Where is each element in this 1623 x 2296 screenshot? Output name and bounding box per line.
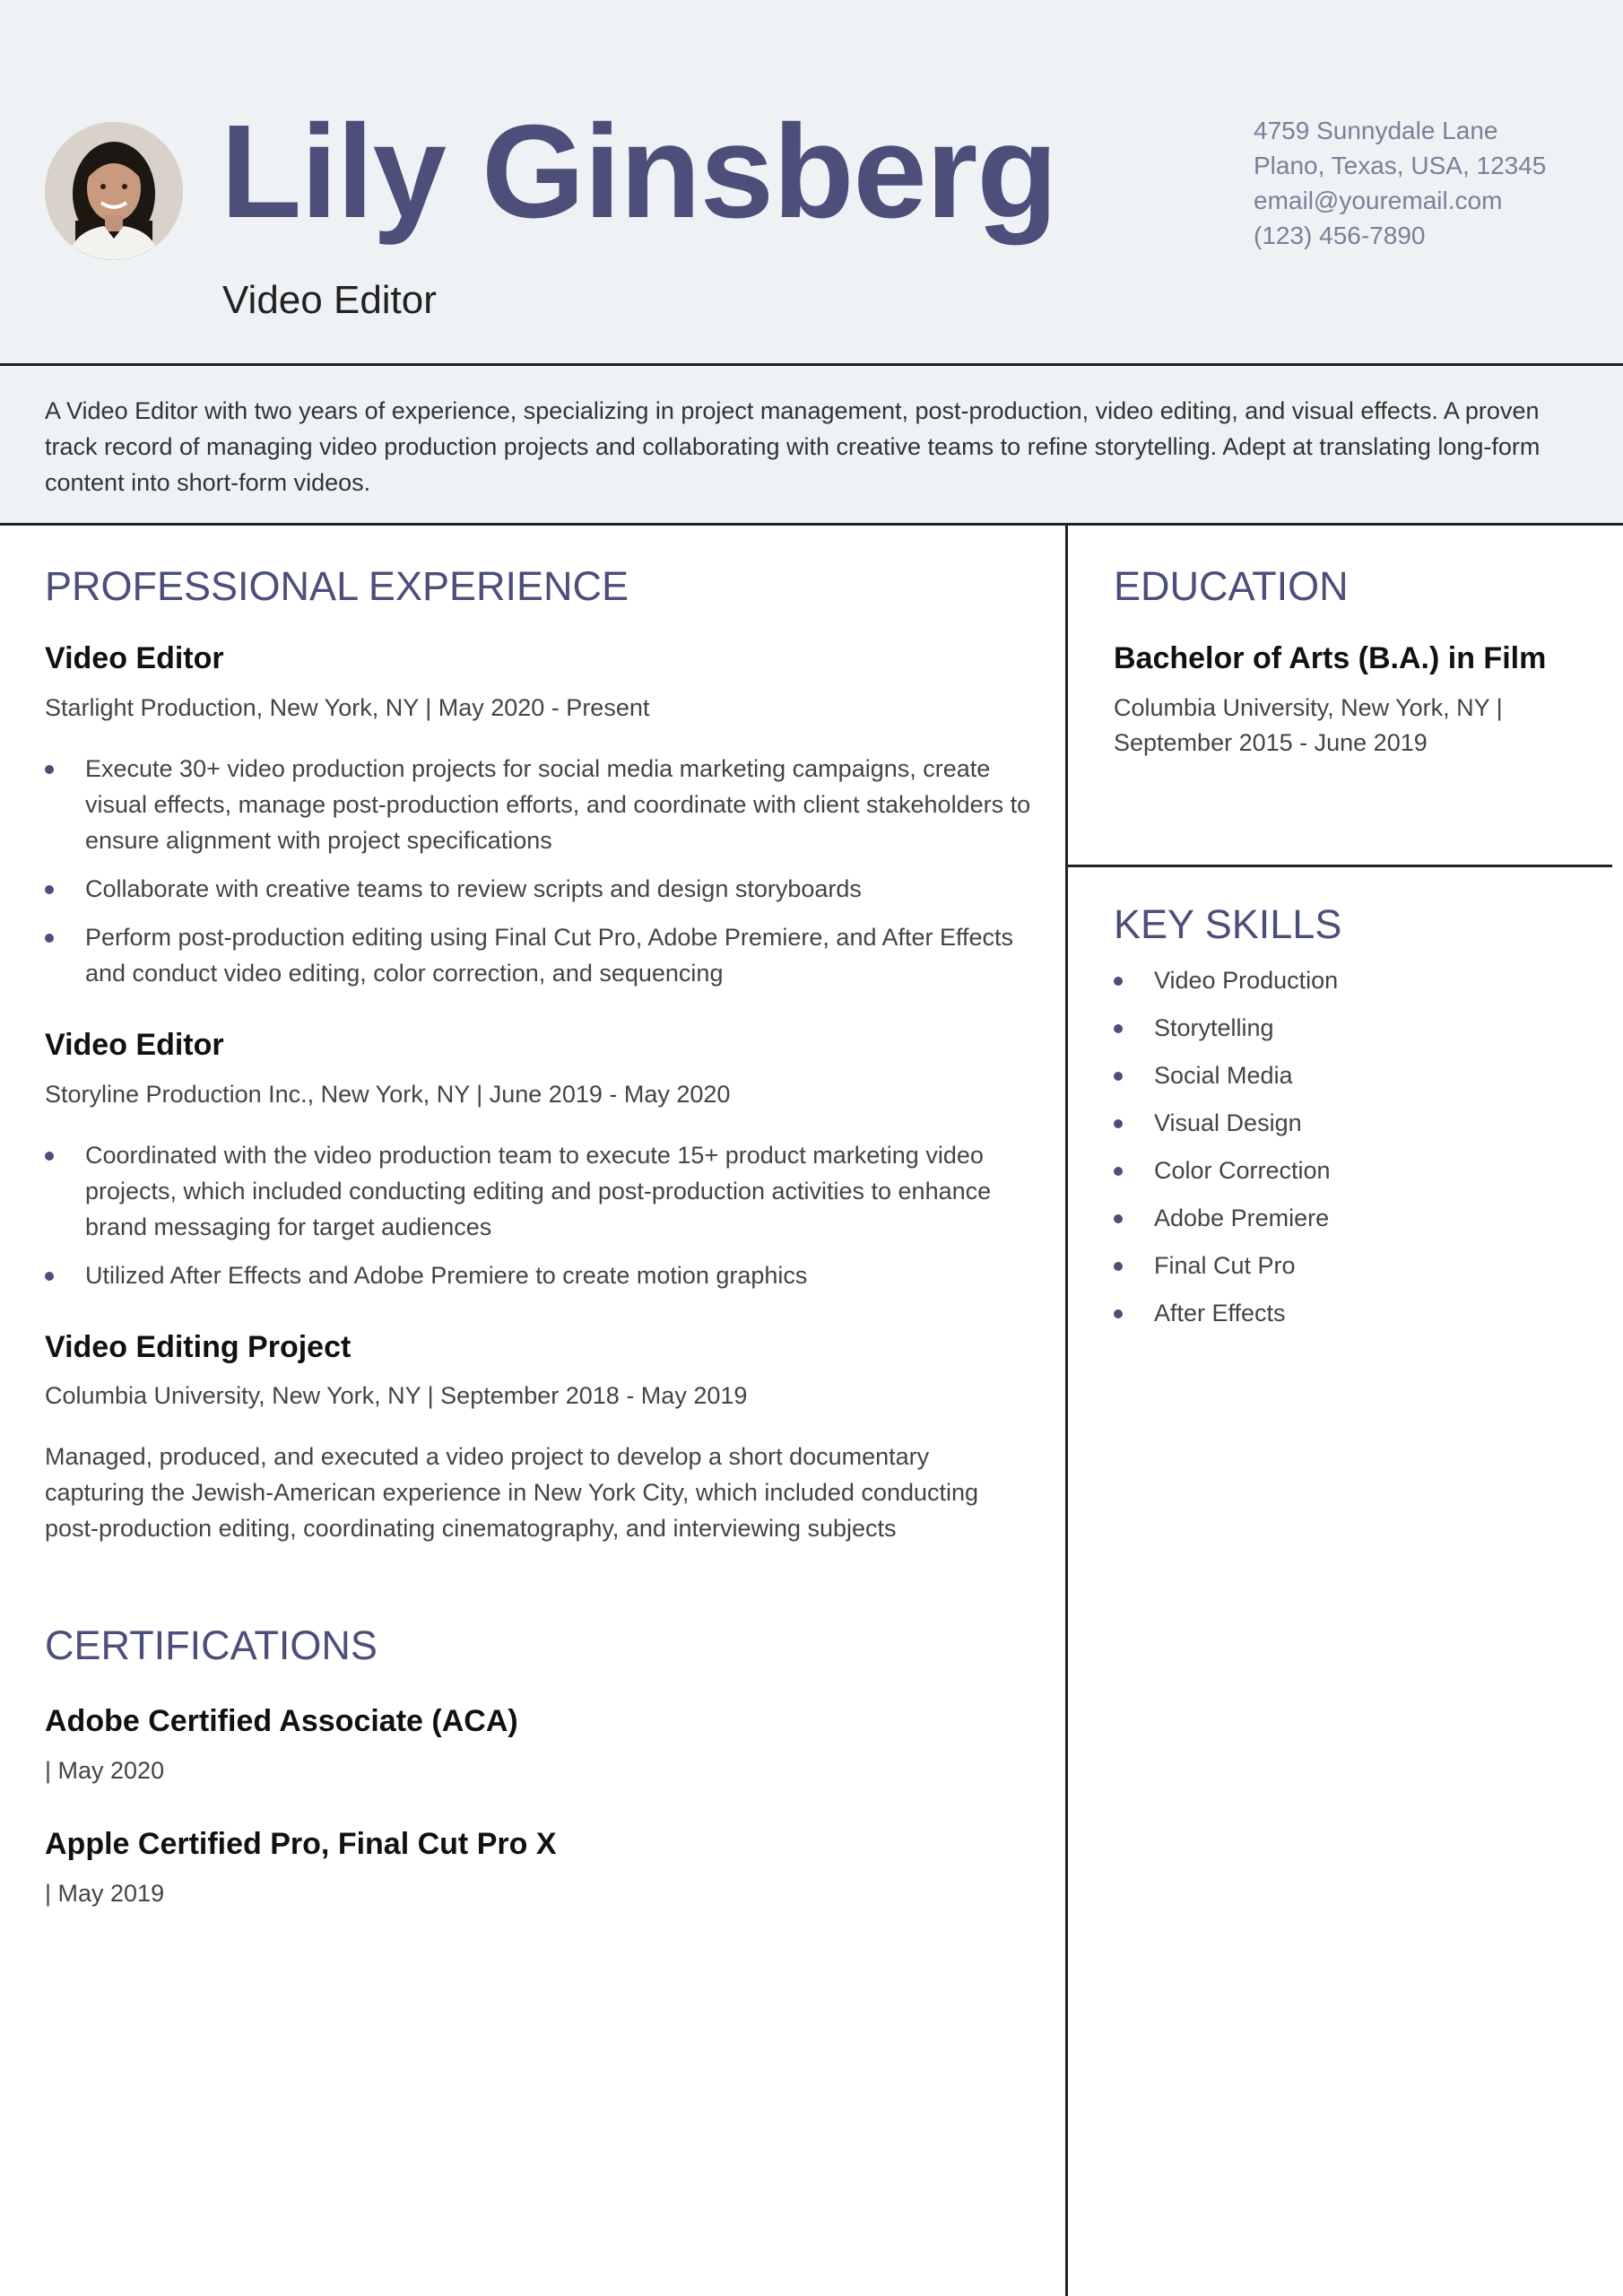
education-heading: EDUCATION [1114,563,1349,609]
job-title: Video Editing Project [45,1329,352,1364]
candidate-name: Lily Ginsberg [221,98,1057,246]
skills-list [1114,962,1598,1331]
bullet-icon [45,1272,54,1281]
skill-label: Video Production [1154,966,1339,994]
skill-item [1114,1248,1598,1283]
bullet-icon [45,885,54,894]
resume-header [0,0,1623,366]
bullet-icon [1114,1072,1123,1081]
certification-entry [45,1703,1031,1788]
bullet-text: Execute 30+ video production projects for social media marketing campaigns, create visual effects, manage post-production efforts, and coordinate with client stakeholders to ensure alignment with project specifications [85,754,1031,854]
address-line-1: 4759 Sunnydale Lane [1254,117,1498,144]
summary [0,366,1623,526]
job-entry [45,640,1031,991]
skill-item [1114,1200,1598,1236]
bullet-icon [1114,1309,1123,1318]
column-divider [1065,526,1068,2296]
skill-label: Adobe Premiere [1154,1204,1330,1231]
certification-date: | May 2019 [45,1879,165,1907]
skill-label: After Effects [1154,1299,1286,1326]
job-meta: Columbia University, New York, NY | September 2018 - May 2019 [45,1382,748,1410]
skill-label: Social Media [1154,1061,1293,1089]
contact-block [1254,113,1546,253]
experience-heading: PROFESSIONAL EXPERIENCE [45,563,629,609]
list-item [45,1137,1031,1245]
skill-label: Storytelling [1154,1013,1274,1041]
email[interactable]: email@youremail.com [1254,187,1503,214]
job-title: Video Editor [45,641,224,675]
job-meta: Starlight Production, New York, NY | May 2020 - Present [45,693,650,721]
left-column [45,526,1031,1911]
bullet-icon [1114,1262,1123,1271]
skill-label: Color Correction [1154,1156,1331,1184]
job-bullets [45,1137,1031,1293]
job-bullets [45,751,1031,991]
job-title: Video Editor [45,1027,224,1062]
certification-title: Adobe Certified Associate (ACA) [45,1704,518,1739]
address-line-2: Plano, Texas, USA, 12345 [1254,152,1547,179]
education-entry [1114,640,1598,761]
skills-heading: KEY SKILLS [1114,900,1342,947]
certifications-heading: CERTIFICATIONS [45,1622,378,1669]
right-column [1114,526,1598,1343]
skill-label: Final Cut Pro [1154,1251,1296,1279]
bullet-icon [45,934,54,943]
school-line: Columbia University, New York, NY | [1114,693,1503,721]
bullet-icon [1114,1024,1123,1033]
phone: (123) 456-7890 [1254,222,1426,249]
bullet-text: Utilized After Effects and Adobe Premiere to create motion graphics [85,1261,808,1289]
job-entry [45,1027,1031,1293]
bullet-icon [1114,1119,1123,1128]
skill-label: Visual Design [1154,1109,1302,1136]
list-item [45,1257,1031,1293]
bullet-text: Perform post-production editing using Final Cut Pro, Adobe Premiere, and After Effects and conduct video editing, color correction, and sequencing [85,923,1014,987]
bullet-icon [1114,977,1123,986]
skill-item [1114,962,1598,998]
skill-item [1114,1152,1598,1188]
job-meta: Storyline Production Inc., New York, NY | June 2019 - May 2020 [45,1080,731,1108]
degree-title: Bachelor of Arts (B.A.) in Film [1114,641,1547,675]
list-item [45,919,1031,991]
skill-item [1114,1105,1598,1141]
skill-item [1114,1295,1598,1331]
bullet-text: Collaborate with creative teams to review scripts and design storyboards [85,874,862,902]
bullet-icon [1114,1214,1123,1223]
bullet-icon [45,765,54,774]
certification-title: Apple Certified Pro, Final Cut Pro X [45,1827,557,1862]
list-item [45,871,1031,907]
bullet-text: Coordinated with the video production team to execute 15+ product marketing video projects, which included conducting editing and post-production activities to enhance brand messaging for target audiences [85,1141,992,1240]
profile-photo-icon [45,122,183,260]
certification-entry [45,1826,1031,1911]
summary-text: A Video Editor with two years of experience, specializing in project management, post-production, video editing, and visual effects. A proven track record of managing video production projects and collaborating with creative teams to refine storytelling. Adept at translating long-form content into short-form videos. [45,397,1541,496]
list-item [45,751,1031,858]
project-description: Managed, produced, and executed a video project to develop a short documentary capturing the Jewish-American experience in New York City, which included conducting post-production editing, coordinating cinematography, and interviewing subjects [45,1443,979,1543]
certification-date: | May 2020 [45,1757,165,1785]
candidate-title: Video Editor [222,278,437,322]
bullet-icon [45,1152,54,1161]
skill-item [1114,1057,1598,1093]
education-dates: September 2015 - June 2019 [1114,728,1428,756]
job-entry [45,1329,1031,1547]
skill-item [1114,1010,1598,1046]
profile-photo [45,122,183,260]
bullet-icon [1114,1167,1123,1176]
